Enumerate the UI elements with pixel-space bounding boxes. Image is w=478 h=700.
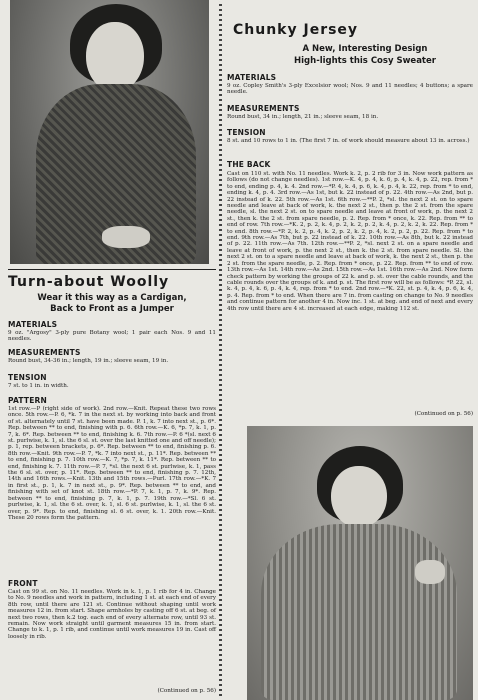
- right-measurements-text: Round bust, 34 in.; length, 21 in.; sleeve seam, 18 in.: [227, 114, 379, 120]
- left-subtitle-2: Back to Front as a Jumper: [50, 304, 174, 314]
- column-divider: [219, 4, 222, 696]
- left-materials-text: 9 oz. "Argosy" 3-ply pure Botany wool; 1 pair each Nos. 9 and 11 needles.: [8, 330, 216, 343]
- left-measurements-heading: MEASUREMENTS: [8, 348, 81, 357]
- left-front-heading: FRONT: [8, 579, 38, 588]
- right-measurements-heading: MEASUREMENTS: [227, 104, 300, 113]
- right-subtitle-1: A New, Interesting Design: [302, 44, 428, 54]
- left-title: Turn-about Woolly: [8, 274, 170, 290]
- right-materials-text: 9 oz. Copley Smith's 3-ply Excelsior wool; Nos. 9 and 11 needles; 4 buttons; a spare needle.: [227, 83, 473, 96]
- right-tension-heading: TENSION: [227, 128, 266, 137]
- left-column: [8, 0, 216, 700]
- right-back-text: Cast on 110 st. with No. 11 needles. Work k. 2, p. 2 rib for 3 in. Now work pattern as follows (do not change needles). 1st row.—K. 4, p. 4, k. 6, p. 4, k. 4, p. 22, rep. from * to end, ending p. 4, k. 4. 2nd row.—*P. 4, k. 4, p. 6, k. 4, p. 4, k. 22, rep. from * to end, ending k. 4, p. 4. 3rd row.—As 1st, but k. 22 instead of p. 22. 4th row.—As 2nd, but p. 22 instead of k. 22. 5th row.—As 1st. 6th row.—**P. 2, *sl. the next 2 st. on to spare needle and leave at back of work, k. the next 2 st., then p. the 2 st. from the spare needle, sl. the next 2 st. on to spare needle and leave at front of work, p. the next 2 st., then k. the 2 st. from spare needle, p. 2. Rep. from * once, k. 22. Rep. from ** to end of row. 7th row.—*K. 2, p. 2, k. 4, p. 2, k. 2, p. 2, k. 4, p. 2, k. 2, k. 22. Rep. from * to end. 8th row.—*P. 2, k. 2, p. 4, k. 2, p. 2, k. 2, p. 4, k. 2, p. 2, p. 22. Rep. from * to end. 9th row.—As 7th, but p. 22 instead of k. 22. 10th row.—As 8th, but k. 22 instead of p. 22. 11th row.—As 7th. 12th row.—**P. 2, *sl. next 2 st. on a spare needle and leave at front of work, p. the next 2 st., then k. the 2 st. from spare needle. Sl. the next 2 st. on to a spare needle and leave at back of work, k. the next 2 st., then p. the 2 st. from the spare needle, p. 2. Rep. from * once, p. 22. Rep. from ** to end of row. 13th row.—As 1st. 14th row.—As 2nd. 15th row.—As 1st. 16th row.—As 2nd. Now form check pattern by working the groups of 22 k. and p. st. over the cable rounds, and the cable rounds over the groups of k. and p. st. The first row will be as follows: *P. 22, sl. k. 4, p. 4, k. 6, p. 4, k. 4, rep. from * to end. 2nd row.—*K. 22, st. p. 4, k. 4, p. 6, k. 4, p. 4. Rep. from * to end. When there are 7 in. from casting on change to No. 9 needles and continue pattern for another 4 in. Now inc. 1 st. at beg. and end of next and every 4th row until there are 4 st. increased at each edge, making 112 st.: [227, 171, 473, 312]
- right-subtitle-2: High-lights this Cosy Sweater: [294, 56, 436, 66]
- woman-cardigan-photo: [10, 0, 209, 264]
- title-rule: [8, 269, 216, 270]
- right-materials-heading: MATERIALS: [227, 73, 277, 82]
- right-back-heading: THE BACK: [227, 160, 271, 169]
- left-front-text: Cast on 99 st. on No. 11 needles. Work in k. 1, p. 1 rib for 4 in. Change to No. 9 needles and work in pattern, including 1 st. at each end of every 8th row, until there are 121 st. Continue without shaping until work measures 12 in. from start. Shape armholes by casting off 6 st. at beg. of next two rows, then k.2 tog. each end of every alternate row, until 93 st. remain. Now work straight until garment measures 15 in. from start. Change to k. 1, p. 1 rib, and continue until work measures 19 in. Cast off loosely in rib.: [8, 589, 216, 640]
- left-tension-text: 7 st. to 1 in. in width.: [8, 383, 69, 389]
- right-tension-text: 8 st. and 10 rows to 1 in. (The first 7 in. of work should measure about 13 in. across.): [227, 138, 470, 144]
- left-continued-note: (Continued on p. 56): [157, 688, 216, 694]
- left-materials-heading: MATERIALS: [8, 320, 58, 329]
- right-continued-note: (Continued on p. 56): [414, 411, 473, 417]
- left-tension-heading: TENSION: [8, 373, 47, 382]
- left-subtitle-1: Wear it this way as a Cardigan,: [37, 293, 187, 303]
- right-title: Chunky Jersey: [233, 22, 359, 38]
- left-pattern-heading: PATTERN: [8, 396, 48, 405]
- woman-jersey-photo: [247, 426, 473, 700]
- right-column: [227, 0, 473, 700]
- left-pattern-text: 1st row.—P (right side of work). 2nd row.—Knit. Repeat these two rows once. 5th row.—P. 6, *k. 7 in the next st. by working into back and front of st. alternately until 7 st. have been made. P. 1, k. 7 into next st., p. 6*. Rep. between ** to end, finishing with p. 6. 6th row.—K. 6, *p. 7, k. 1, p. 7, k. 6*. Rep. between ** to end, finishing k. 6. 7th row.—P. 6 *(sl. next 6 st. purlwise, k. 1, sl. the 6 sl. st. over the last knitted one and off needle); p. 1, rep. between brackets, p. 6*. Rep. between ** to end, finishing p. 6. 8th row.—Knit. 9th row.—P. 7, *k. 7 into next st., p. 11*. Rep. between ** to end, finishing p. 7. 10th row.—K. 7, *p. 7, k. 11*. Rep. between ** to end, finishing k. 7. 11th row.—P. 7, *sl. the next 6 st. purlwise, k. 1, pass the 6 sl. st. over, p. 11*. Rep. between ** to end, finishing p. 7. 12th, 14th and 16th rows.—Knit. 13th and 15th rows.—Purl. 17th row.—*K. 7 in first st., p. 1, k. 7 in next st., p. 9*. Rep. between ** to end, and finishing with set of knot st. 18th row.—*P. 7, k. 1, p. 7, k. 9*. Rep. between ** to end, finishing p. 7, k. 1, p. 7. 19th row.—*Sl. 6 st. purlwise, k. 1, sl. the 6 st. over, k. 1, sl. 6 st. purlwise, k. 1, sl. the 6 st. over, p. 9*. Rep. to end, finishing sl. 6 st. over, k. 1. 20th row.—Knit. These 20 rows form the pattern.: [8, 406, 216, 521]
- left-measurements-text: Round bust, 34-36 in.; length, 19 in.; sleeve seam, 19 in.: [8, 358, 169, 364]
